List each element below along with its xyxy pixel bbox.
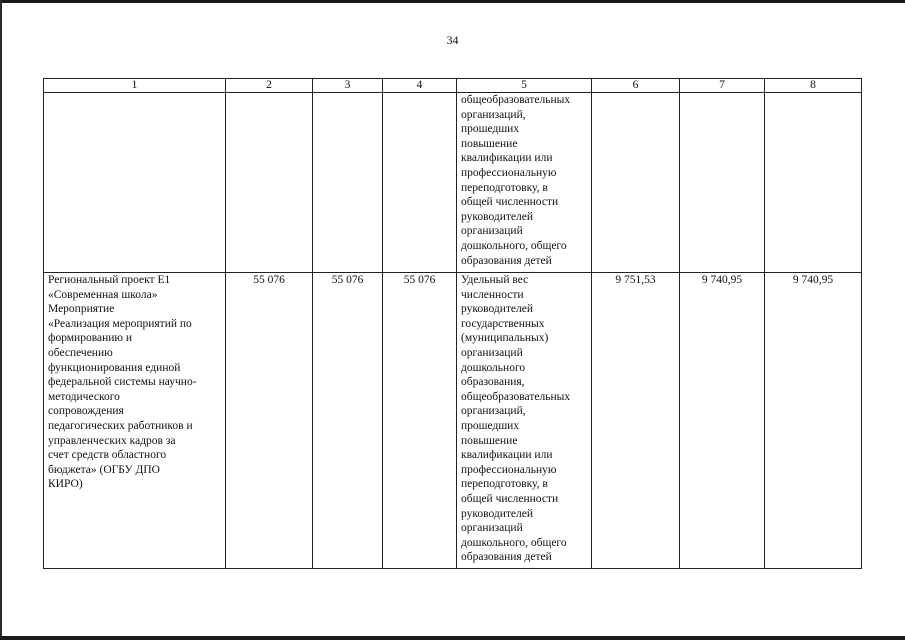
project-name-line: бюджета» (ОГБУ ДПО: [48, 463, 160, 476]
budget-table: [43, 78, 862, 569]
column-header-8: 8: [765, 79, 862, 93]
indicator-line: общеобразовательных: [461, 94, 571, 106]
indicator-line: общей численности: [461, 196, 559, 209]
column-header-2: 2: [226, 79, 313, 93]
col7-value: 9 740,95: [680, 273, 765, 569]
indicator-line: дошкольного, общего: [461, 536, 567, 549]
indicator-line: повышение: [461, 434, 518, 447]
indicator-line: прошедших: [461, 419, 520, 432]
indicator-line: общей численности: [461, 492, 559, 505]
indicator-line: руководителей: [461, 210, 534, 223]
indicator-line: численности: [461, 288, 524, 301]
indicator-line: дошкольного: [461, 361, 526, 374]
indicator-line: профессиональную: [461, 463, 557, 476]
col6-value: 9 751,53: [592, 273, 680, 569]
indicator-line: переподготовку, в: [461, 181, 548, 194]
column-header-3: 3: [313, 79, 383, 93]
project-name-line: методического: [48, 390, 120, 403]
project-name-line: счет средств областного: [48, 449, 167, 462]
indicator-line: руководителей: [461, 303, 534, 316]
project-name-line: КИРО): [48, 478, 83, 491]
indicator-line: повышение: [461, 137, 518, 150]
project-name-line: Региональный проект Е1: [48, 274, 171, 286]
indicator-line: образования детей: [461, 254, 552, 267]
column-header-7: 7: [680, 79, 765, 93]
indicator-line: профессиональную: [461, 166, 557, 179]
indicator-line: организаций: [461, 522, 523, 535]
indicator-line: организаций,: [461, 108, 526, 121]
col8-value: 9 740,95: [765, 273, 862, 569]
column-header-5: 5: [457, 79, 592, 93]
indicator-line: квалификации или: [461, 152, 553, 165]
col2-value: 55 076: [226, 273, 313, 569]
continuation-indicator-cell: [457, 93, 592, 273]
project-name-line: обеспечению: [48, 346, 113, 359]
project-name-line: формированию и: [48, 332, 133, 345]
project-name-line: функционирования единой: [48, 361, 181, 374]
project-indicator-cell: [457, 273, 592, 569]
indicator-line: переподготовку, в: [461, 478, 548, 491]
scan-border-left: [0, 0, 2, 640]
project-name-cell: [44, 273, 226, 569]
header-row: [44, 79, 862, 93]
project-name-line: сопровождения: [48, 405, 124, 418]
indicator-line: государственных: [461, 317, 545, 330]
indicator-line: Удельный вес: [461, 274, 529, 286]
project-name-line: управленческих кадров за: [48, 434, 176, 447]
indicator-line: образования детей: [461, 551, 552, 564]
project-name-line: «Реализация мероприятий по: [48, 317, 192, 330]
indicator-line: организаций: [461, 225, 523, 238]
continuation-col3-cell: [313, 93, 383, 273]
continuation-col2-cell: [226, 93, 313, 273]
col3-value: 55 076: [313, 273, 383, 569]
indicator-line: квалификации или: [461, 449, 553, 462]
column-header-6: 6: [592, 79, 680, 93]
scan-border-bottom: [0, 636, 905, 640]
indicator-line: организаций: [461, 346, 523, 359]
continuation-col4-cell: [383, 93, 457, 273]
page-number: 34: [446, 33, 459, 47]
column-header-1: 1: [44, 79, 226, 93]
continuation-row: [44, 93, 862, 273]
col4-value: 55 076: [383, 273, 457, 569]
project-name-line: «Современная школа»: [48, 288, 158, 301]
project-name-line: Мероприятие: [48, 303, 115, 316]
project-row: [44, 273, 862, 569]
project-name-line: педагогических работников и: [48, 419, 193, 432]
indicator-line: руководителей: [461, 507, 534, 520]
indicator-line: прошедших: [461, 123, 520, 136]
continuation-col8-cell: [765, 93, 862, 273]
indicator-line: (муниципальных): [461, 332, 549, 345]
indicator-line: дошкольного, общего: [461, 239, 567, 252]
indicator-line: общеобразовательных: [461, 390, 571, 403]
continuation-name-cell: [44, 93, 226, 273]
continuation-col6-cell: [592, 93, 680, 273]
project-name-line: федеральной системы научно-: [48, 376, 197, 389]
column-header-4: 4: [383, 79, 457, 93]
indicator-line: образования,: [461, 376, 525, 389]
scan-border-top: [0, 0, 905, 3]
indicator-line: организаций,: [461, 405, 526, 418]
continuation-col7-cell: [680, 93, 765, 273]
